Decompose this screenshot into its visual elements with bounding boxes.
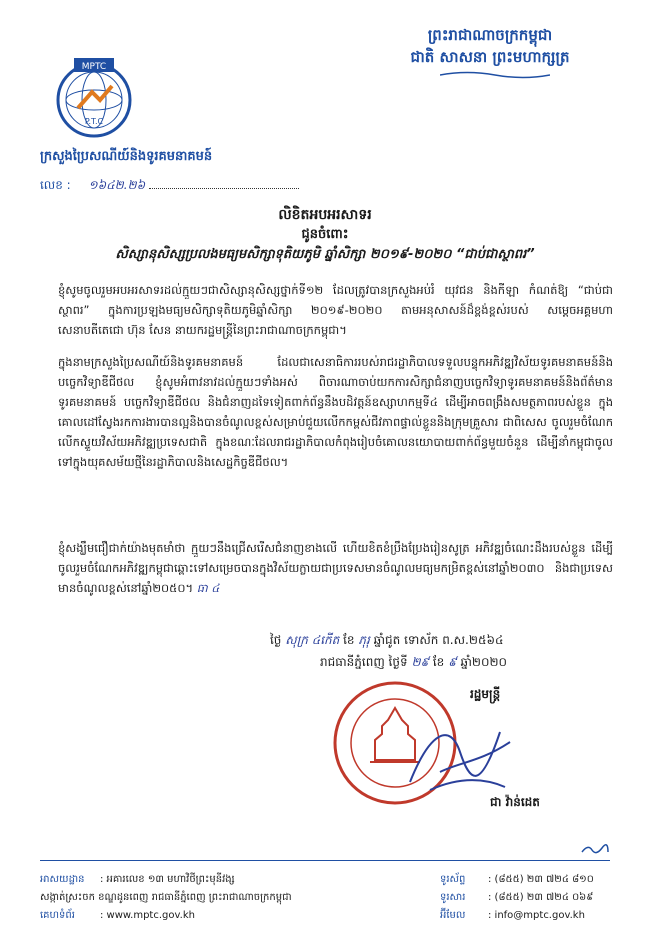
handwritten-signature: [400, 712, 520, 802]
reference-label: លេខ :: [40, 178, 71, 192]
letter-addressee-label: ជូនចំពោះ: [301, 227, 349, 242]
body-paragraph-2: ក្នុងនាមក្រសួងប្រៃសណីយ៍និងទូរគមនាគមន៍ ដែលជាសេនាធិការរបស់រាជរដ្ឋាភិបាលទទួលបន្ទុកអភិវឌ្ឍវិស័យទូរគមនាគមន៍និងបច្ចេកវិទ្យាឌីជីថល ខ្ញុំសូមអំពាវនាវដល់ក្មួយៗទាំងអស់ ពិចារណាចាប់យកការសិក្សាជំនាញបច្ចេកវិទ្យាទូរគមនាគមន៍និងព័ត៌មាន ទូរគមនាគមន៍ បច្ចេកវិទ្យាឌីជីថល និងជំនាញដទៃទៀតពាក់ព័ន្ធនឹងបដិវត្តន៍ឧស្សាហកម្មទី៤ ដើម្បីអាចពង្រឹងសមត្ថភាពរបស់ខ្លួន ក្នុងគោលដៅស្វែងរកការងារបានល្អនិងបានចំណូលខ្ពស់សម្រាប់ជួយលើកកម្ពស់ជីវភាពផ្ទាល់ខ្លួននិងក្រុមគ្រួសារ ជាពិសេស ចូលរួមចំណែកលើកស្ទួយវិស័យអភិវឌ្ឍប្រទេសជាតិ ក្នុងខណៈដែលរាជរដ្ឋាភិបាលកំពុងរៀបចំគោលនយោបាយពាក់ព័ន្ធមួយចំនួន ដើម្បីនាំកម្ពុជាចូលទៅក្នុងយុគសម័យថ្មីនៃរដ្ឋាភិបាលនិងសេដ្ឋកិច្ចឌីជីថល។: [58, 355, 613, 469]
body-paragraph-3-text: ខ្ញុំសង្ឃឹមជឿជាក់យ៉ាងមុតមាំថា ក្មួយៗនឹងជ្រើសរើសជំនាញខាងលើ ហើយខិតខំប្រឹងប្រែងរៀនសូត្រ អភិវឌ្ឍចំណេះដឹងរបស់ខ្លួន ដើម្បីចូលរួមចំណែកអភិវឌ្ឍកម្ពុជាឆ្ពោះទៅសម្រេចបានក្នុងវិស័យក្លាយជាប្រទេសមានចំណូលមធ្យមកម្រិតខ្ពស់នៅឆ្នាំ២០៣០ និងជាប្រទេសមានចំណូលខ្ពស់នៅឆ្នាំ២០៥០។: [58, 541, 613, 595]
footer-address-line-2: [40, 890, 292, 905]
ministry-logo: [48, 52, 140, 144]
national-motto: ជាតិ សាសនា ព្រះមហាក្សត្រ: [410, 48, 570, 66]
logo-bottom-text: P.T.C: [84, 117, 104, 126]
footer-phone: [440, 872, 594, 887]
footer-fax-label: ទូរសារ: [440, 892, 466, 903]
solar-month-label: ខែ: [432, 655, 445, 669]
solar-year: ឆ្នាំ២០២០: [460, 655, 508, 669]
footer-address-value-2: សង្កាត់ស្រះចក ខណ្ឌដូនពេញ រាជធានីភ្នំពេញ ព្រះរាជាណាចក្រកម្ពុជា: [40, 892, 292, 903]
signatory-title: រដ្ឋមន្ត្រី: [470, 687, 501, 701]
solar-day-handwritten: ២៩: [411, 655, 430, 669]
lunar-year: ឆ្នាំជូត ទោស័ក ព.ស.២៥៦៤: [373, 633, 504, 647]
letter-subject: សិស្សានុសិស្សប្រលងមធ្យមសិក្សាទុតិយភូមិ ឆ្នាំសិក្សា ២០១៩-២០២០ “ជាប់ជាស្ថាពរ”: [115, 247, 535, 262]
handwritten-note: ធា ៤: [196, 581, 220, 595]
lunar-date: [270, 632, 630, 650]
ministry-name: ក្រសួងប្រៃសណីយ៍និងទូរគមនាគមន៍: [40, 149, 213, 164]
solar-date-prefix: រាជធានីភ្នំពេញ ថ្ងៃទី: [320, 655, 408, 669]
footer-phone-value: : (៨៥៥) ២៣ ៧២៤ ៨១០: [488, 874, 594, 885]
lunar-date-prefix: ថ្ងៃ: [270, 633, 282, 647]
footer-address: [40, 872, 235, 887]
lunar-day-handwritten: សុក្រ: [285, 633, 308, 647]
footer-website-label: គេហទំព័រ: [40, 910, 75, 921]
scribble-icon: [580, 842, 610, 856]
footer-divider: [40, 860, 610, 861]
body-paragraph-3: [58, 538, 613, 598]
kingdom-title: ព្រះរាជាណាចក្រកម្ពុជា: [427, 26, 553, 44]
footer-website-link[interactable]: : www.mptc.gov.kh: [100, 910, 195, 921]
footer-fax: [440, 890, 593, 905]
solar-month-handwritten: ៩: [448, 655, 457, 669]
footer-email-label: អ៊ីមែល: [440, 910, 466, 921]
lunar-month-handwritten: ភុរុ: [358, 633, 370, 647]
footer-address-label: អាសយដ្ឋាន: [40, 874, 85, 885]
footer-email-link[interactable]: : info@mptc.gov.kh: [488, 910, 585, 921]
reference-line: [40, 176, 299, 195]
footer-email[interactable]: [440, 908, 585, 923]
lunar-month-label: ខែ: [343, 633, 355, 647]
reference-number: ១៦៤២.២៦: [88, 178, 146, 192]
signatory-name: ជា វ៉ាន់ដេត: [490, 795, 540, 809]
body-paragraph-1: ខ្ញុំសូមចូលរួមអបអរសាទរដល់ក្មួយៗជាសិស្សានុសិស្សថ្នាក់ទី១២ ដែលត្រូវបានក្រសួងអប់រំ យុវជន និងកីឡា កំណត់ឱ្យ “ជាប់ជាស្ថាពរ” ក្នុងការប្រឡងមធ្យមសិក្សាទុតិយភូមិឆ្នាំសិក្សា ២០១៩-២០២០ តាមអនុសាសន៍ដ៏ខ្ពង់ខ្ពស់របស់ សម្តេចអគ្គមហាសេនាបតីតេជោ ហ៊ុន សែន នាយករដ្ឋមន្ត្រីនៃព្រះរាជាណាចក្រកម្ពុជា។: [58, 283, 613, 337]
logo-top-text: MPTC: [81, 62, 107, 72]
ornament-divider: [440, 70, 550, 80]
solar-date: [320, 654, 620, 672]
lunar-phase-handwritten: ៤កើត: [311, 633, 340, 647]
footer-website[interactable]: [40, 908, 195, 923]
footer-phone-label: ទូរស័ព្ទ: [440, 874, 466, 885]
letter-title: លិខិតអបអរសាទរ: [278, 207, 372, 223]
footer-fax-value: : (៨៥៥) ២៣ ៧២៤ ០៦៩: [488, 892, 594, 903]
footer-address-value: : អគារលេខ ១៣ មហាវិថីព្រះមុនីវង្ស: [100, 874, 235, 885]
